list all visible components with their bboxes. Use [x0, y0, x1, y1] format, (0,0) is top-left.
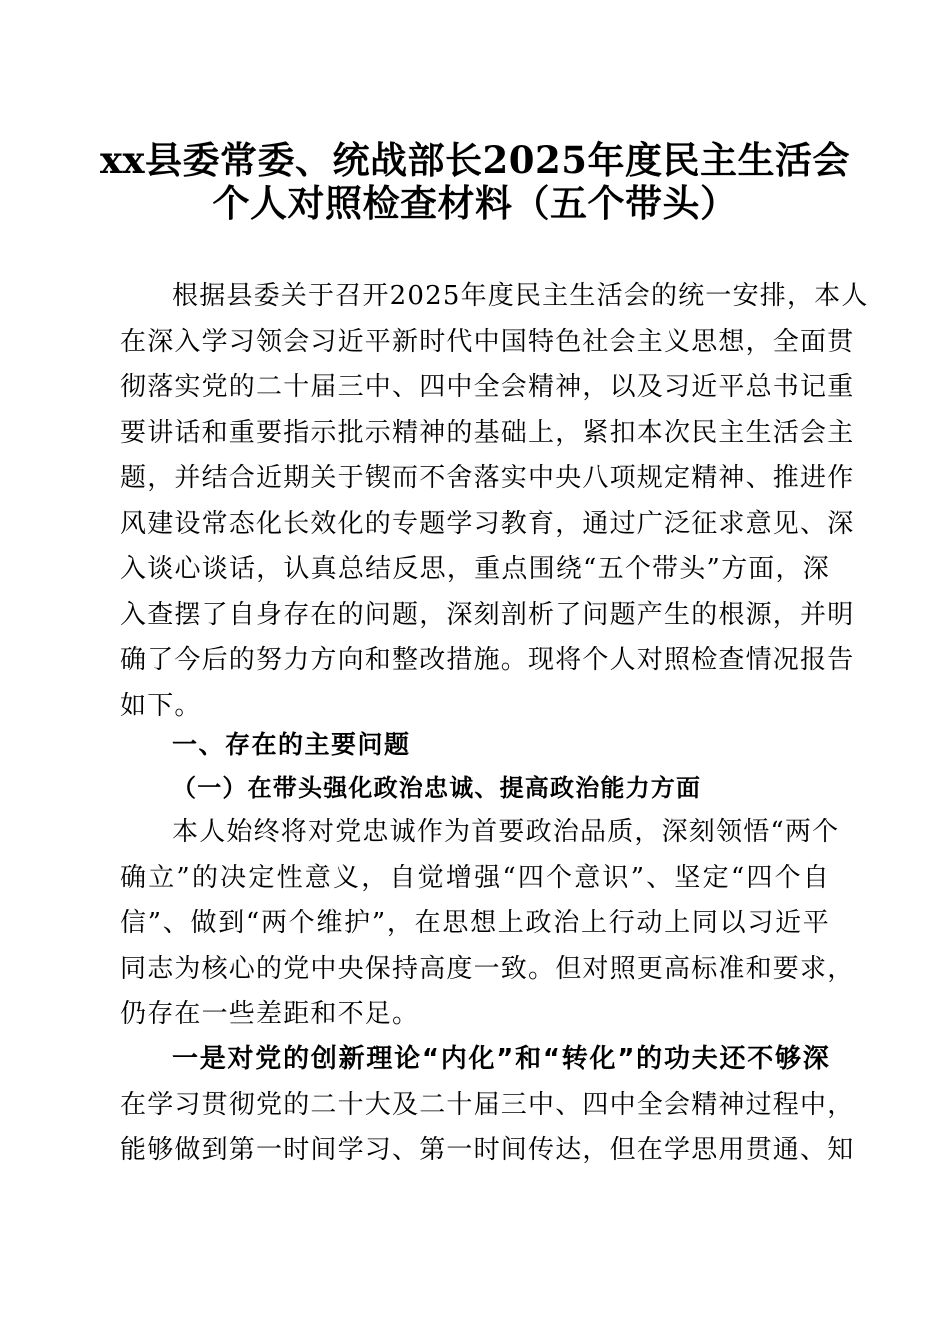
paragraph-line: 本人始终将对党忠诚作为首要政治品质，深刻领悟“两个 — [172, 817, 840, 847]
intro-line: 确了今后的努力方向和整改措施。现将个人对照检查情况报告 — [120, 645, 855, 675]
paragraph-line: 信”、做到“两个维护”，在思想上政治上行动上同以习近平 — [120, 908, 830, 938]
intro-line: 风建设常态化长效化的专题学习教育，通过广泛征求意见、深 — [120, 508, 855, 539]
intro-line: 入查摆了自身存在的问题，深刻剖析了问题产生的根源，并明 — [120, 599, 855, 630]
subsection-heading: （一）在带头强化政治忠诚、提高政治能力方面 — [172, 773, 702, 802]
paragraph-line: 在学习贯彻党的二十大及二十届三中、四中全会精神过程中， — [120, 1089, 855, 1120]
intro-line: 在深入学习领会习近平新时代中国特色社会主义思想，全面贯 — [120, 326, 855, 357]
intro-line: 如下。 — [120, 690, 202, 721]
intro-line: 入谈心谈话，认真总结反思，重点围绕“五个带头”方面，深 — [120, 554, 830, 584]
intro-line: 根据县委关于召开2025年度民主生活会的统一安排，本人 — [172, 281, 869, 311]
point-lead: 一是对党的创新理论“内化”和“转化”的功夫还不够深 — [172, 1044, 830, 1074]
intro-line: 要讲话和重要指示批示精神的基础上，紧扣本次民主生活会主 — [120, 417, 855, 448]
document-title-line-1: xx县委常委、统战部长2025年度民主生活会 — [99, 138, 851, 182]
paragraph-line: 能够做到第一时间学习、第一时间传达，但在学思用贯通、知 — [120, 1135, 855, 1165]
paragraph-political-loyalty — [120, 810, 855, 1038]
paragraph-line: 同志为核心的党中央保持高度一致。但对照更高标准和要求， — [120, 953, 855, 984]
paragraph-point-one — [120, 1037, 855, 1174]
section-heading: 一、存在的主要问题 — [172, 730, 411, 759]
intro-line: 题，并结合近期关于锲而不舍落实中央八项规定精神、推进作 — [120, 463, 855, 493]
document-title-line-2: 个人对照检查材料（五个带头） — [212, 181, 738, 225]
intro-paragraph — [120, 274, 869, 729]
intro-line: 彻落实党的二十届三中、四中全会精神，以及习近平总书记重 — [120, 372, 855, 402]
paragraph-line: 仍存在一些差距和不足。 — [120, 999, 420, 1029]
paragraph-line: 确立”的决定性意义，自觉增强“四个意识”、坚定“四个自 — [120, 862, 830, 893]
